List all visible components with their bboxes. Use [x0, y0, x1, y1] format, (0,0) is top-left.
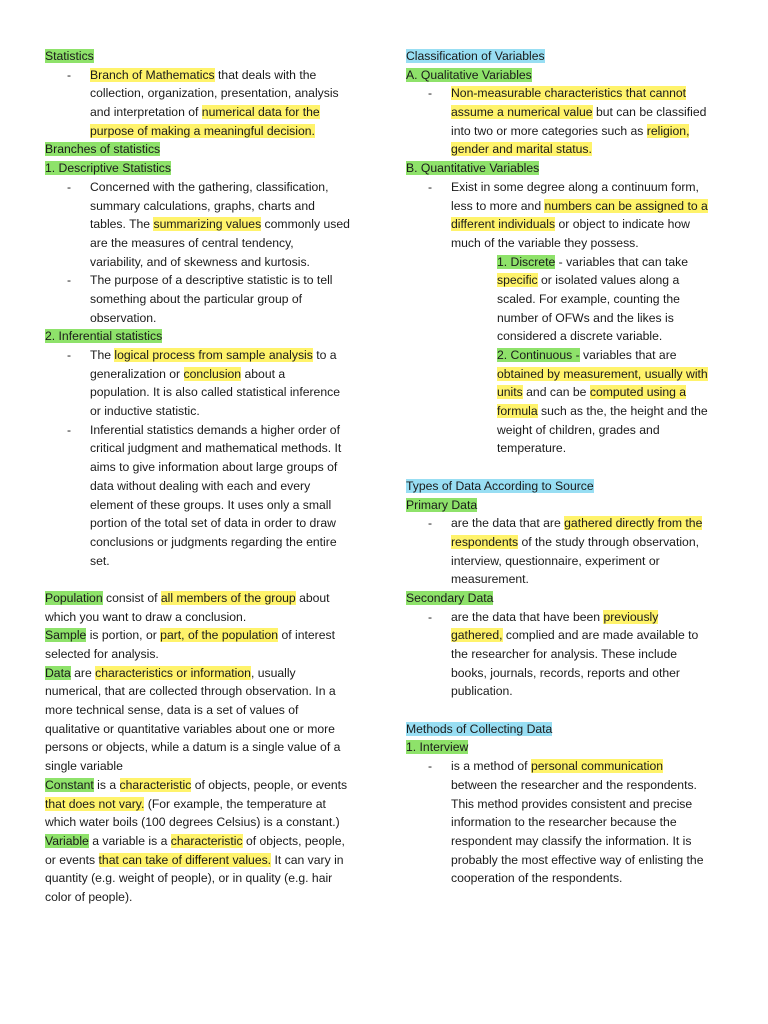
- branches-heading: Branches of statistics: [45, 142, 161, 157]
- primary-data-heading: Primary Data: [406, 497, 478, 512]
- inferential-bullet-2: - Inferential statistics demands a higher order of critical judgment and mathematical methods. It aims to give information about large groups of data without dealing with each and every element of these groups. It uses only a small portion of the total set of data in order to draw conclusions or judgments regarding the entire set.: [67, 422, 342, 568]
- descriptive-heading: 1. Descriptive Statistics: [45, 161, 171, 176]
- qualitative-heading: A. Qualitative Variables: [406, 67, 532, 82]
- left-column: [45, 47, 365, 907]
- statistics-definition: - Branch of Mathematics that deals with the collection, organization, presentation, analysis and interpretation of numerical data for the purpose of making a meaningful decision.: [67, 67, 339, 138]
- sample-definition: Sample is portion, or part, of the population of interest selected for analysis.: [45, 628, 335, 661]
- secondary-data-heading: Secondary Data: [406, 590, 494, 605]
- classification-heading: Classification of Variables: [406, 49, 545, 63]
- constant-definition: Constant is a characteristic of objects, people, or events that does not vary. (For example, the temperature at which water boils (100 degrees Celsius) is a constant.): [45, 777, 348, 830]
- interview-heading: 1. Interview: [406, 740, 469, 755]
- statistics-heading: Statistics: [45, 49, 94, 63]
- inferential-heading: 2. Inferential statistics: [45, 329, 163, 344]
- quantitative-heading: B. Quantitative Variables: [406, 161, 540, 176]
- inferential-bullet-1: - The logical process from sample analysis to a generalization or conclusion about a population. It is also called statistical inference or inductive statistic.: [67, 348, 340, 419]
- bullet-dash: -: [67, 67, 72, 82]
- data-definition: Data are characteristics or information, usually numerical, that are collected through observation. In a more technical sense, data is a set of values of qualitative or quantitative variables about one or more persons or objects, while a datum is a single value of a single variable: [45, 665, 341, 774]
- types-of-data-heading: Types of Data According to Source: [406, 478, 594, 493]
- descriptive-bullet-1: - Concerned with the gathering, classification, summary calculations, graphs, charts and tables. The summarizing values commonly used are the measures of central tendency, variability, and of skewness and kurtosis.: [67, 179, 350, 269]
- descriptive-bullet-2: - The purpose of a descriptive statistic is to tell something about the particular group of observation.: [67, 273, 333, 325]
- discrete-definition: 1. Discrete - variables that can take specific or isolated values along a scaled. For example, counting the number of OFWs and the likes is considered a discrete variable.: [497, 254, 689, 344]
- quantitative-bullet: - Exist in some degree along a continuum form, less to more and numbers can be assigned to a different individuals or object to indicate how much of the variable they possess.: [428, 179, 708, 250]
- variable-definition: Variable a variable is a characteristic of objects, people, or events that can take of different values. It can vary in quantity (e.g. weight of people), or in quality (e.g. hair color of people).: [45, 833, 345, 904]
- right-column: [406, 47, 728, 888]
- qualitative-bullet: - Non-measurable characteristics that cannot assume a numerical value but can be classified into two or more categories such as religion, gender and marital status.: [428, 86, 707, 157]
- continuous-definition: 2. Continuous - variables that are obtained by measurement, usually with units and can be computed using a formula such as the, the height and the weight of children, grades and temperature.: [497, 348, 708, 456]
- interview-bullet: - is a method of personal communication between the researcher and the respondents. This method provides consistent and precise information to the researcher because the respondent may classify the information. It is probably the most effective way of enlisting the cooperation of the respondents.: [428, 759, 704, 886]
- methods-heading: Methods of Collecting Data: [406, 721, 553, 736]
- population-definition: Population consist of all members of the group about which you want to draw a conclusion.: [45, 590, 330, 624]
- secondary-data-bullet: - are the data that have been previously gathered, complied and are made available to the researcher for analysis. These include books, journals, records, reports and other publication.: [428, 609, 699, 699]
- primary-data-bullet: - are the data that are gathered directly from the respondents of the study through observation, interview, questionnaire, experiment or measurement.: [428, 516, 703, 587]
